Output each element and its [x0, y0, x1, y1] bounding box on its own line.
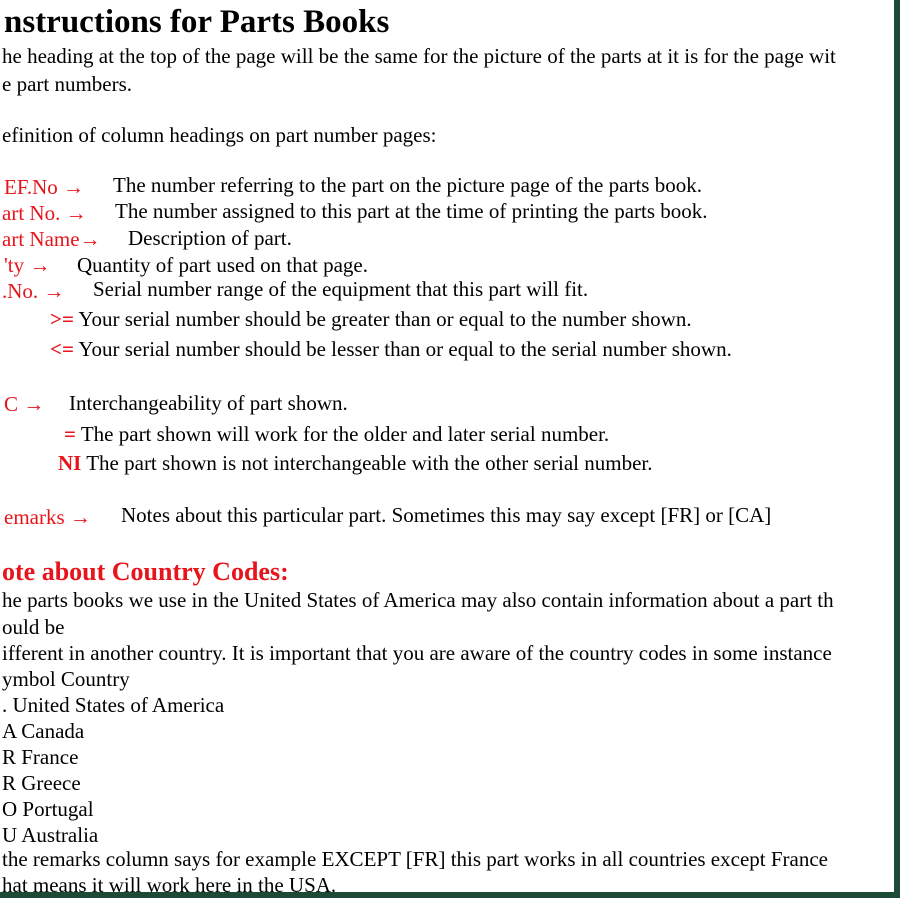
serial-rule-text: Your serial number should be lesser than or equal to the serial number shown. — [78, 337, 732, 361]
country-code-item: A Canada — [2, 719, 85, 743]
ic-rule-equal — [64, 422, 609, 446]
arrow-icon: → — [43, 279, 65, 303]
closing-line-2: hat means it will work here in the USA. — [2, 873, 337, 897]
desc-qty: Quantity of part used on that page. — [77, 253, 369, 277]
term-ref-no: EF.No — [4, 175, 58, 199]
arrow-icon: → — [69, 505, 91, 529]
ic-rule-text: The part shown will work for the older and later serial number. — [80, 422, 610, 446]
desc-ic: Interchangeability of part shown. — [69, 391, 348, 415]
closing-line-1: the remarks column says for example EXCEPT [FR] this part works in all countries except France — [2, 847, 828, 871]
desc-ref-no: The number referring to the part on the picture page of the parts book. — [113, 173, 702, 197]
column-def-part-no — [2, 201, 87, 225]
term-part-name: art Name — [2, 227, 80, 251]
page-title: nstructions for Parts Books — [4, 4, 390, 40]
term-ic: C — [4, 392, 19, 416]
arrow-icon: → — [63, 175, 84, 199]
arrow-icon: → — [79, 227, 101, 251]
desc-remarks: Notes about this particular part. Sometimes this may say except [FR] or [CA] — [121, 503, 772, 527]
definition-heading: efinition of column headings on part number pages: — [2, 123, 437, 147]
country-paragraph-line-2: ould be — [2, 615, 65, 639]
country-code-item: O Portugal — [2, 797, 94, 821]
country-code-item: U Australia — [2, 823, 99, 847]
ic-rule-text: The part shown is not interchangeable with the other serial number. — [86, 451, 653, 475]
symbol-equal: = — [64, 422, 76, 446]
ic-rule-ni — [58, 451, 652, 475]
term-qty: 'ty — [4, 253, 25, 277]
desc-serial-no: Serial number range of the equipment that this part will fit. — [93, 277, 589, 301]
column-def-ref-no — [4, 175, 84, 199]
arrow-icon: → — [23, 392, 45, 416]
serial-rule-text: Your serial number should be greater than or equal to the number shown. — [78, 307, 692, 331]
column-def-ic — [4, 392, 44, 416]
country-paragraph-line-3: ifferent in another country. It is important that you are aware of the country codes in some instance — [2, 641, 832, 665]
country-code-item: R France — [2, 745, 79, 769]
column-def-serial-no — [2, 279, 64, 303]
arrow-icon: → — [29, 253, 51, 277]
desc-part-name: Description of part. — [128, 226, 292, 250]
intro-line-2: e part numbers. — [2, 72, 133, 96]
serial-rule-greater — [50, 307, 692, 331]
country-code-item: R Greece — [2, 771, 81, 795]
term-remarks: emarks — [4, 505, 65, 529]
serial-rule-lesser — [50, 337, 732, 361]
symbol-less-equal: <= — [50, 337, 74, 361]
country-codes-heading: ote about Country Codes: — [2, 557, 289, 586]
symbol-ni: NI — [58, 451, 82, 475]
country-paragraph-line-1: he parts books we use in the United States of America may also contain information about a part th — [2, 588, 834, 612]
term-part-no: art No. — [2, 201, 61, 225]
column-def-qty — [4, 253, 50, 277]
term-serial-no: .No. — [2, 279, 39, 303]
symbol-greater-equal: >= — [50, 307, 74, 331]
symbol-country-header: ymbol Country — [2, 667, 130, 691]
arrow-icon: → — [65, 201, 87, 225]
column-def-remarks — [4, 505, 91, 529]
country-code-item: . United States of America — [2, 693, 225, 717]
column-def-part-name — [2, 227, 101, 251]
desc-part-no: The number assigned to this part at the time of printing the parts book. — [115, 199, 708, 223]
intro-line-1: he heading at the top of the page will be the same for the picture of the parts at it is for the page wit — [2, 44, 836, 68]
